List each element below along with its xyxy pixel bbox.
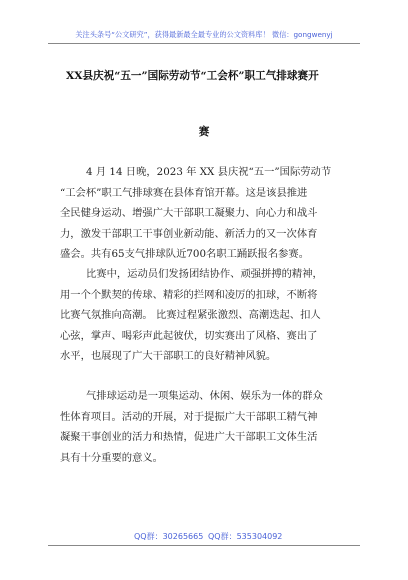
paragraph-line: 比赛中，运动员们发扬团结协作、顽强拼搏的精神，	[86, 268, 323, 280]
footer-qq-group-2: QQ群：535304092	[208, 532, 283, 541]
paragraph-line: “工会杯”职工气排球赛在县体育馆开幕。这是该县推进	[60, 186, 308, 199]
body-paragraph-2	[60, 264, 360, 367]
document-title-line-2: 赛	[198, 126, 210, 138]
paragraph-line: 性体育项目。活动的开展，对于提振广大干部职工精气神	[60, 410, 318, 423]
paragraph-line: 4 月 14 日晚，2023 年 XX 县庆祝“五一”国际劳动节	[86, 166, 332, 178]
footer-qq-group-1: QQ群：30265665	[134, 532, 204, 541]
paragraph-line: 气排球运动是一项集运动、休闲、娱乐为一体的群众	[86, 390, 323, 402]
paragraph-line: 力，激发干部职工干事创业新动能、新活力的又一次体育	[60, 227, 318, 240]
footer-divider	[48, 545, 360, 546]
document-title-line-1: XX县庆祝“五一”国际劳动节“工会杯”职工气排球赛开	[66, 70, 319, 82]
paragraph-line: 用一个个默契的传球、精彩的拦网和凌厉的扣球，不断将	[60, 288, 318, 301]
header-divider	[48, 43, 360, 44]
paragraph-line: 心弦，掌声、喝彩声此起彼伏，切实赛出了风格、赛出了	[60, 329, 318, 342]
paragraph-line: 比赛气氛推向高潮。 比赛过程紧张激烈、高潮迭起、扣人	[60, 309, 321, 321]
paragraph-line: 水平，也展现了广大干部职工的良好精神风貌。	[60, 350, 277, 362]
paragraph-line: 盛会。共有65支气排球队近700名职工踊跃报名参赛。	[60, 248, 309, 260]
paragraph-line: 具有十分重要的意义。	[60, 451, 163, 464]
header-banner: 关注头条号“公文研究”，获得最新最全最专业的公文资料库！ 微信：gongwenyj	[75, 30, 333, 39]
body-paragraph-1	[60, 162, 360, 265]
paragraph-line: 凝聚干事创业的活力和热情，促进广大干部职工文体生活	[60, 431, 318, 443]
body-paragraph-3	[60, 386, 360, 468]
paragraph-line: 全民健身运动、增强广大干部职工凝聚力、向心力和战斗	[60, 207, 318, 219]
